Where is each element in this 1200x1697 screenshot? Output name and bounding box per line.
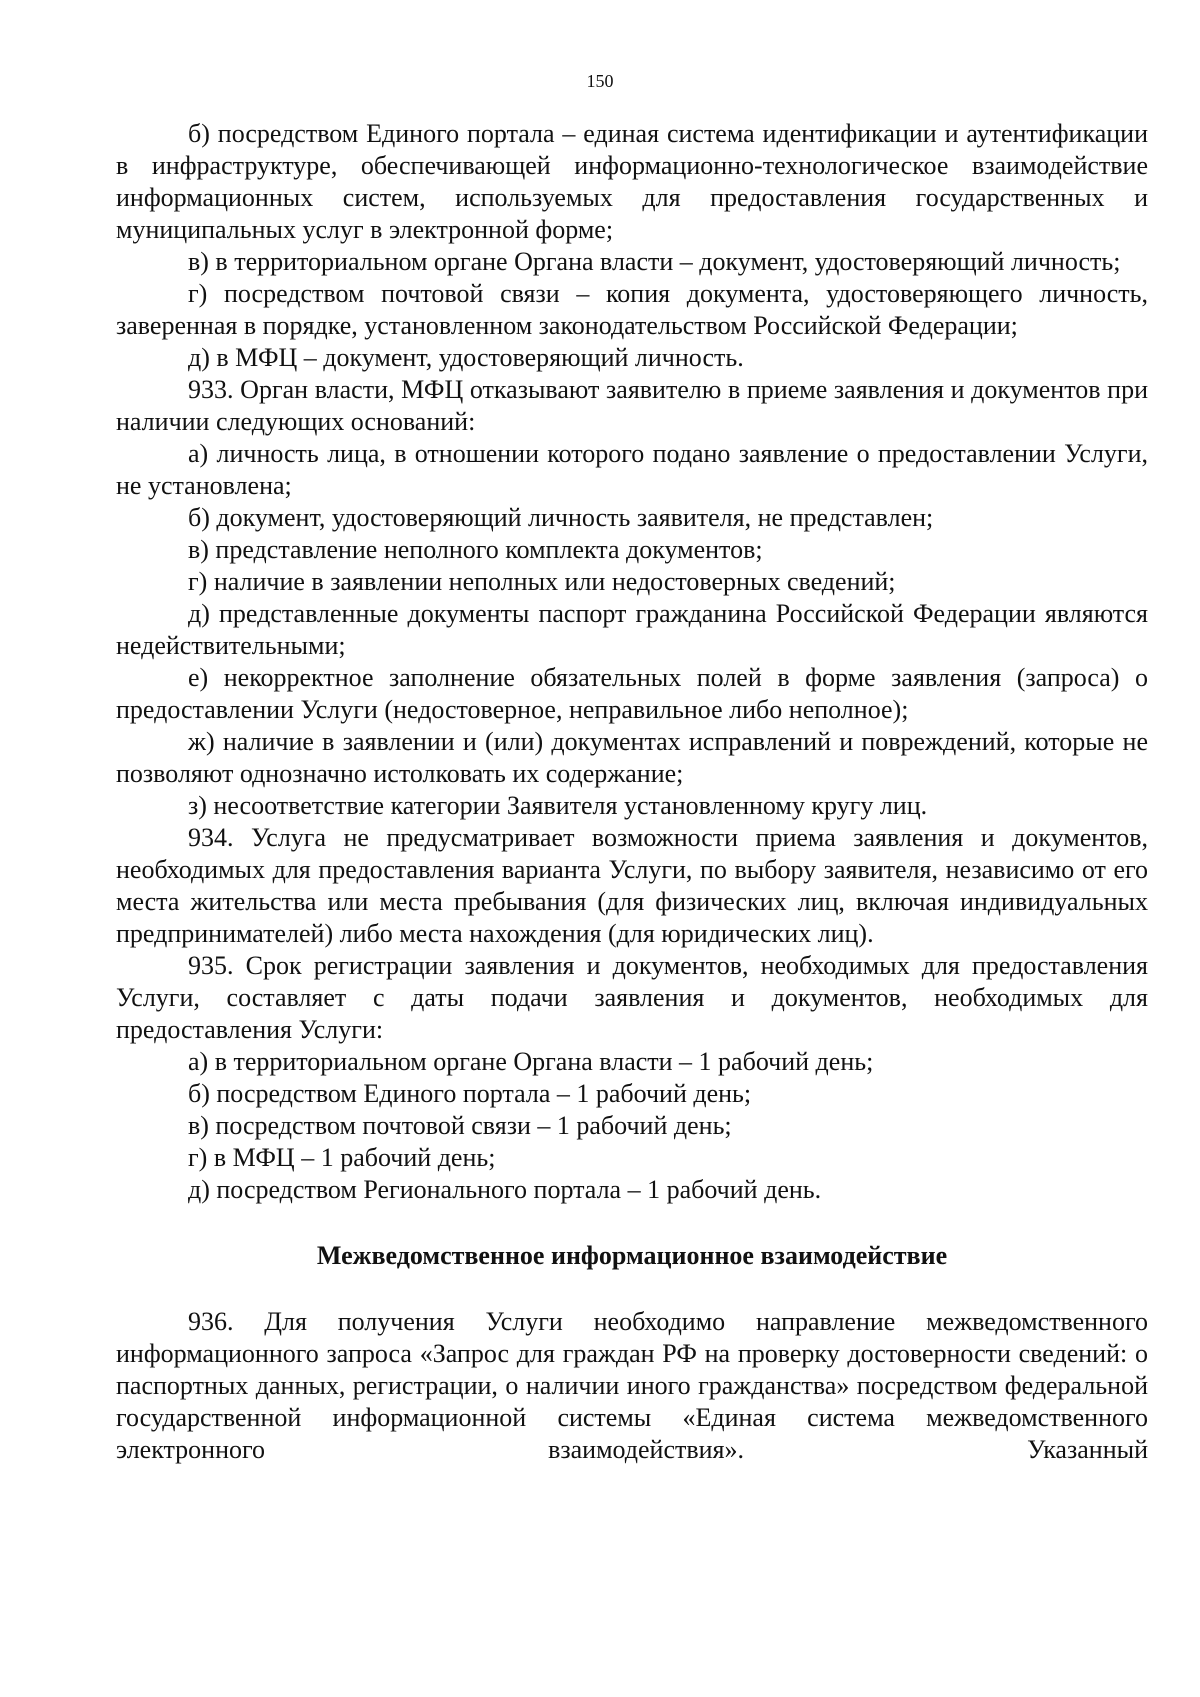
paragraph: з) несоответствие категории Заявителя установленному кругу лиц.: [188, 791, 928, 820]
paragraph: а) личность лица, в отношении которого подано заявление о предоставлении Услуги, не установлена;: [116, 439, 1148, 500]
page-number: 150: [586, 71, 614, 91]
paragraph: б) посредством Единого портала – 1 рабочий день;: [188, 1079, 752, 1108]
paragraph: в) посредством почтовой связи – 1 рабочий день;: [188, 1111, 732, 1140]
paragraph: б) посредством Единого портала – единая система идентификации и аутентификации в инфраструктуре, обеспечивающей информационно-технологическое взаимодействие информационных систем, используемых для предоставления государственных и муниципальных услуг в электронной форме;: [116, 119, 1148, 244]
paragraph: г) посредством почтовой связи – копия документа, удостоверяющего личность, заверенная в порядке, установленном законодательством Российской Федерации;: [116, 279, 1148, 340]
document-body: [116, 118, 1148, 1466]
paragraph: а) в территориальном органе Органа власти – 1 рабочий день;: [188, 1047, 874, 1076]
paragraph: д) представленные документы паспорт гражданина Российской Федерации являются недействительными;: [116, 599, 1148, 660]
paragraph: в) представление неполного комплекта документов;: [188, 535, 763, 564]
section-heading: Межведомственное информационное взаимодействие: [316, 1241, 948, 1270]
paragraph: б) документ, удостоверяющий личность заявителя, не представлен;: [188, 503, 934, 532]
paragraph: д) в МФЦ – документ, удостоверяющий личность.: [188, 343, 744, 372]
paragraph: в) в территориальном органе Органа власти – документ, удостоверяющий личность;: [188, 247, 1121, 276]
paragraph: д) посредством Регионального портала – 1 рабочий день.: [188, 1175, 822, 1204]
paragraph: 934. Услуга не предусматривает возможности приема заявления и документов, необходимых для предоставления варианта Услуги, по выбору заявителя, независимо от его места жительства или места пребывания (для физических лиц, включая индивидуальных предпринимателей) либо места нахождения (для юридических лиц).: [116, 823, 1148, 948]
paragraph: г) в МФЦ – 1 рабочий день;: [188, 1143, 496, 1172]
paragraph: ж) наличие в заявлении и (или) документах исправлений и повреждений, которые не позволяют однозначно истолковать их содержание;: [116, 727, 1148, 788]
paragraph: 935. Срок регистрации заявления и документов, необходимых для предоставления Услуги, составляет с даты подачи заявления и документов, необходимых для предоставления Услуги:: [116, 951, 1148, 1044]
paragraph: г) наличие в заявлении неполных или недостоверных сведений;: [188, 567, 896, 596]
paragraph: 933. Орган власти, МФЦ отказывают заявителю в приеме заявления и документов при наличии следующих оснований:: [116, 375, 1148, 436]
paragraph: е) некорректное заполнение обязательных полей в форме заявления (запроса) о предоставлении Услуги (недостоверное, неправильное либо неполное);: [116, 663, 1148, 724]
paragraph: 936. Для получения Услуги необходимо направление межведомственного информационного запроса «Запрос для граждан РФ на проверку достоверности сведений: о паспортных данных, регистрации, о наличии иного гражданства» посредством федеральной государственной информационной системы «Единая система межведомственного электронного взаимодействия». Указанный: [116, 1307, 1148, 1464]
